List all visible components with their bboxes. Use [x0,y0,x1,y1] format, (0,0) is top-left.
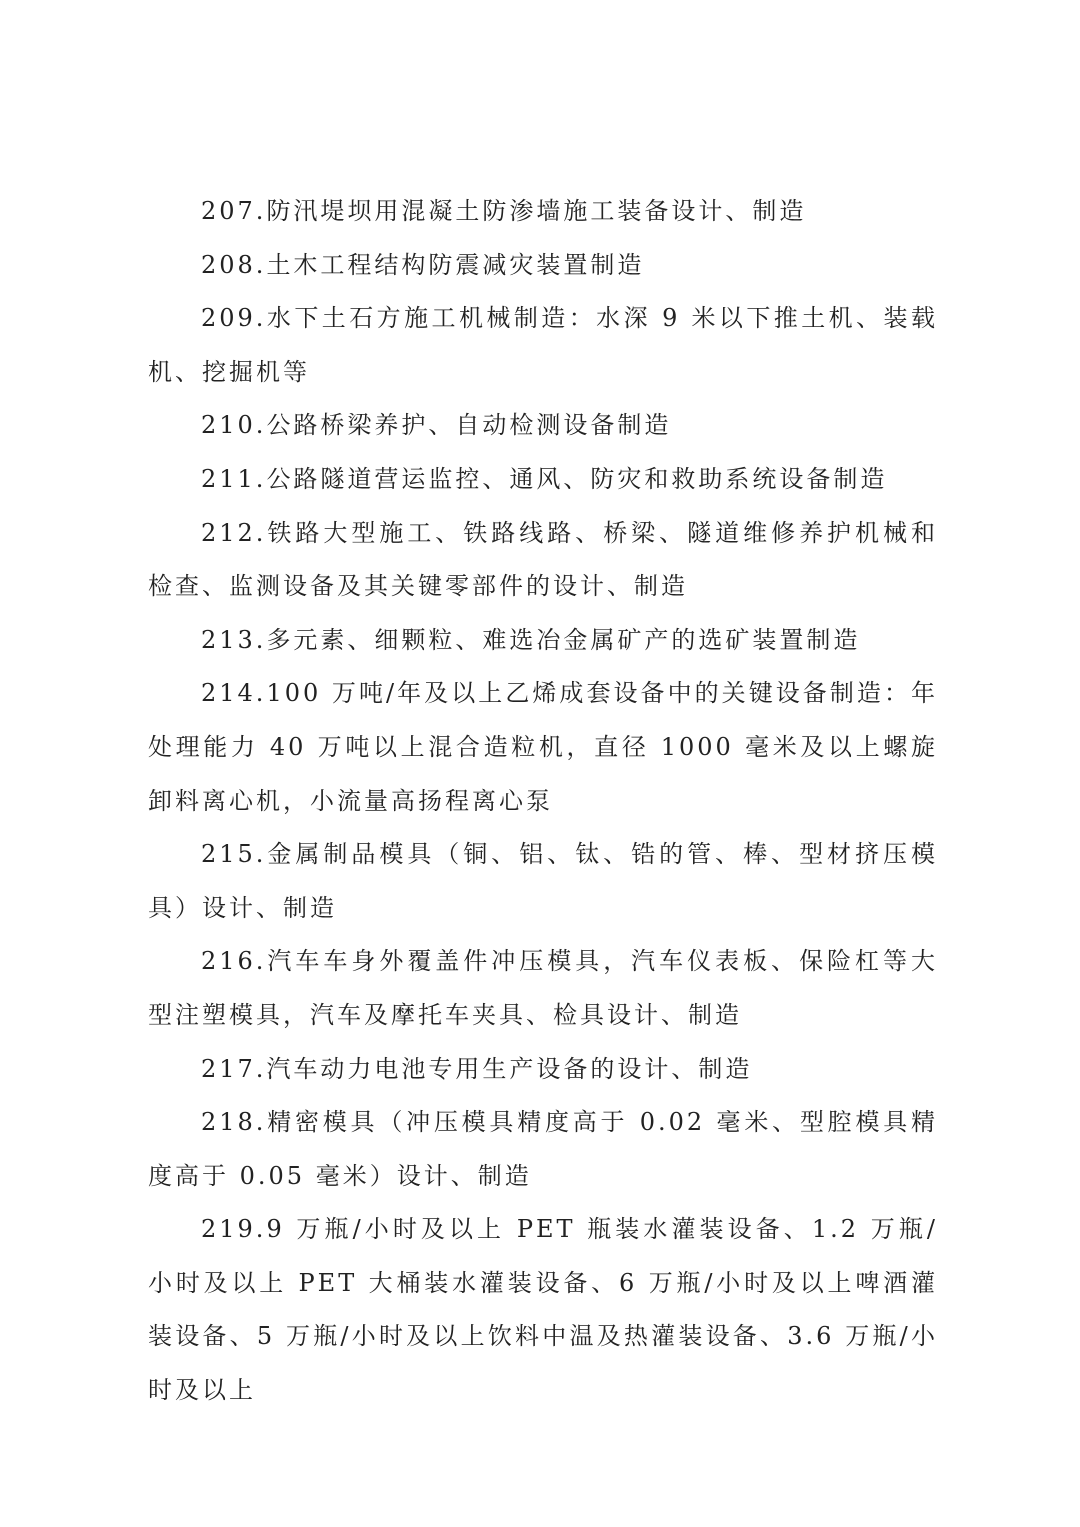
list-item-207: 207.防汛堤坝用混凝土防渗墙施工装备设计、制造 [201,197,807,225]
list-item-210: 210.公路桥梁养护、自动检测设备制造 [201,411,672,440]
list-item-213: 213.多元素、细颗粒、难选冶金属矿产的选矿装置制造 [201,625,861,654]
list-item-214: 214.100 万吨/年及以上乙烯成套设备中的关键设备制造：年处理能力 40 万吨以上混合造粒机，直径 1000 毫米及以上螺旋卸料离心机，小流量高扬程离心泵 [148,679,938,815]
list-item-215: 215.金属制品模具（铜、铝、钛、锆的管、棒、型材挤压模具）设计、制造 [148,840,938,922]
document-body [148,185,938,1418]
list-item-216: 216.汽车车身外覆盖件冲压模具，汽车仪表板、保险杠等大型注塑模具，汽车及摩托车夹具、检具设计、制造 [148,947,938,1029]
list-item-219: 219.9 万瓶/小时及以上 PET 瓶装水灌装设备、1.2 万瓶/小时及以上 PET 大桶装水灌装设备、6 万瓶/小时及以上啤酒灌装设备、5 万瓶/小时及以上饮料中温及热灌装设备、3.6 万瓶/小时及以上 [148,1215,938,1405]
list-item-209: 209.水下土石方施工机械制造：水深 9 米以下推土机、装载机、挖掘机等 [148,304,938,386]
list-item-218: 218.精密模具（冲压模具精度高于 0.02 毫米、型腔模具精度高于 0.05 毫米）设计、制造 [148,1108,938,1190]
list-item-211: 211.公路隧道营运监控、通风、防灾和救助系统设备制造 [201,464,888,493]
list-item-212: 212.铁路大型施工、铁路线路、桥梁、隧道维修养护机械和检查、监测设备及其关键零部件的设计、制造 [148,518,938,601]
list-item-217: 217.汽车动力电池专用生产设备的设计、制造 [201,1054,753,1083]
list-item-208: 208.土木工程结构防震减灾装置制造 [201,250,645,279]
